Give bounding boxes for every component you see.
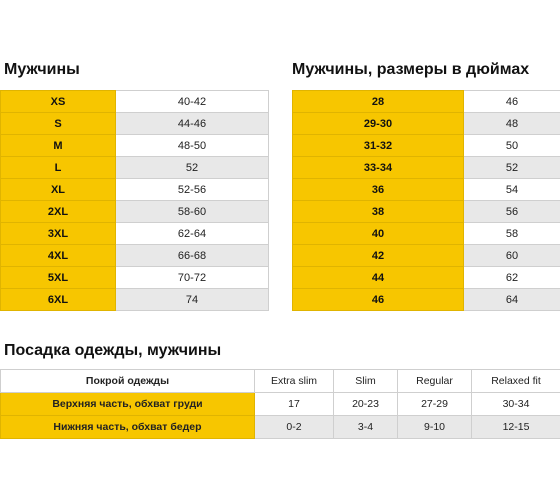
fit-row-label: Верхняя часть, обхват груди — [1, 393, 255, 416]
size-cell: 3XL — [1, 223, 116, 245]
table-row — [1, 135, 269, 157]
inch-size-cell: 44 — [293, 267, 464, 289]
inch-size-cell: 28 — [293, 91, 464, 113]
size-cell: S — [1, 113, 116, 135]
table-row — [293, 179, 560, 201]
table-row — [1, 289, 269, 311]
size-cell: 6XL — [1, 289, 116, 311]
size-cell: 4XL — [1, 245, 116, 267]
table-row — [1, 223, 269, 245]
men-inch-size-table — [292, 90, 560, 311]
value-cell: 66-68 — [116, 245, 269, 267]
table-row — [293, 113, 560, 135]
inch-size-cell: 38 — [293, 201, 464, 223]
size-cell: M — [1, 135, 116, 157]
value-cell: 48-50 — [116, 135, 269, 157]
fit-value-cell: 9-10 — [398, 416, 472, 439]
table-row — [293, 289, 560, 311]
table-row — [293, 245, 560, 267]
inch-size-cell: 33-34 — [293, 157, 464, 179]
fit-value-cell: 12-15 — [472, 416, 560, 439]
table-row — [293, 91, 560, 113]
fit-table — [0, 369, 560, 439]
table-row — [1, 179, 269, 201]
fit-value-cell: 20-23 — [334, 393, 398, 416]
table-row — [1, 201, 269, 223]
table-row — [293, 201, 560, 223]
inch-size-cell: 36 — [293, 179, 464, 201]
fit-column-header: Slim — [334, 370, 398, 393]
value-cell: 58-60 — [116, 201, 269, 223]
fit-column-header: Regular — [398, 370, 472, 393]
size-cell: XL — [1, 179, 116, 201]
fit-value-cell: 27-29 — [398, 393, 472, 416]
size-cell: L — [1, 157, 116, 179]
men-inch-sizes-title: Мужчины, размеры в дюймах — [292, 61, 530, 78]
inch-size-cell: 40 — [293, 223, 464, 245]
inch-size-cell: 46 — [293, 289, 464, 311]
inch-size-cell: 42 — [293, 245, 464, 267]
fit-value-cell: 0-2 — [255, 416, 334, 439]
fit-row-label: Нижняя часть, обхват бедер — [1, 416, 255, 439]
value-cell: 52 — [464, 157, 560, 179]
value-cell: 54 — [464, 179, 560, 201]
table-row — [1, 416, 560, 439]
value-cell: 52-56 — [116, 179, 269, 201]
fit-column-header: Relaxed fit — [472, 370, 560, 393]
size-cell: 5XL — [1, 267, 116, 289]
value-cell: 64 — [464, 289, 560, 311]
value-cell: 48 — [464, 113, 560, 135]
men-size-table — [0, 90, 269, 311]
fit-title: Посадка одежды, мужчины — [4, 342, 222, 359]
table-row — [1, 245, 269, 267]
value-cell: 62-64 — [116, 223, 269, 245]
value-cell: 40-42 — [116, 91, 269, 113]
value-cell: 44-46 — [116, 113, 269, 135]
value-cell: 58 — [464, 223, 560, 245]
fit-value-cell: 30-34 — [472, 393, 560, 416]
inch-size-cell: 29-30 — [293, 113, 464, 135]
value-cell: 50 — [464, 135, 560, 157]
value-cell: 62 — [464, 267, 560, 289]
men-sizes-title: Мужчины — [4, 61, 80, 78]
table-row — [293, 267, 560, 289]
size-cell: XS — [1, 91, 116, 113]
fit-header-row — [1, 370, 560, 393]
table-row — [1, 267, 269, 289]
table-row — [293, 157, 560, 179]
value-cell: 52 — [116, 157, 269, 179]
value-cell: 70-72 — [116, 267, 269, 289]
table-row — [1, 157, 269, 179]
table-row — [1, 91, 269, 113]
inch-size-cell: 31-32 — [293, 135, 464, 157]
table-row — [1, 393, 560, 416]
table-row — [293, 223, 560, 245]
value-cell: 46 — [464, 91, 560, 113]
table-row — [1, 113, 269, 135]
fit-column-header: Extra slim — [255, 370, 334, 393]
size-cell: 2XL — [1, 201, 116, 223]
value-cell: 56 — [464, 201, 560, 223]
fit-value-cell: 17 — [255, 393, 334, 416]
fit-header-label: Покрой одежды — [1, 370, 255, 393]
value-cell: 60 — [464, 245, 560, 267]
table-row — [293, 135, 560, 157]
fit-value-cell: 3-4 — [334, 416, 398, 439]
value-cell: 74 — [116, 289, 269, 311]
